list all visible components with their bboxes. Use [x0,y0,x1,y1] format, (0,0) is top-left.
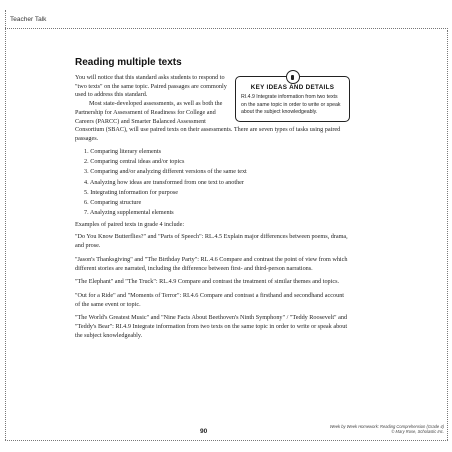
list-item: 2. Comparing central ideas and/or topics [84,157,185,165]
footer-dotted-rule [5,440,448,441]
list-item: 4. Analyzing how ideas are transformed from one text to another [84,178,244,186]
header-label: Teacher Talk [10,16,47,23]
list-item: 7. Analyzing supplemental elements [84,209,174,217]
list-item: 5. Integrating information for purpose [84,188,178,196]
list-item: 6. Comparing structure [84,199,142,207]
intro-paragraph-2: Most state-developed assessments, as well as both the Partnership for Assessment of Readiness for College and Careers (PARCC) and Smarter Balanced Assessment Consortium (SBAC), will use paired texts on their assessments. There are seven types of tasks using paired passages. [75,100,341,142]
key-ideas-box [235,76,350,122]
intro-paragraph-1: You will notice that this standard asks students to respond to "two texts" on the same topic. Paired passages are commonly used to address this standard. [75,74,227,99]
page-title: Reading multiple texts [75,57,182,68]
credit-line-1: Week by Week Homework: Reading Comprehension (Grade 4) [329,424,444,429]
key-ideas-title: KEY IDEAS AND DETAILS [250,84,335,91]
example-paragraph: "Do You Know Butterflies?" and "Parts of Speech": RL.4.5 Explain major differences between poems, drama, and prose. [75,233,348,250]
key-ideas-text: RI.4.9 Integrate information from two texts on the same topic in order to write or speak about the subject knowledgeably. [241,94,341,116]
example-paragraph: "The Elephant" and "The Truck": RL.4.9 Compare and contrast the treatment of similar themes and topics. [75,278,340,286]
page-number: 90 [200,428,208,435]
list-item: 3. Comparing and/or analyzing different versions of the same text [84,168,247,176]
example-paragraph: "Jason's Thanksgiving" and "The Birthday Party": RL.4.6 Compare and contrast the point of view from which different stories are narrated, including the difference between first- and third-person narrations. [75,255,348,272]
example-paragraph: "Out for a Ride" and "Moments of Terror": RI.4.6 Compare and contrast a firsthand and secondhand account of the same event or topic. [75,291,345,308]
header-dotted-rule [5,28,448,29]
key-icon [286,70,300,84]
credit-line-2: © Mary Rose, Scholastic Inc. [391,429,444,435]
credit-line [330,424,444,435]
task-list [75,147,350,219]
right-dotted-rule [447,30,448,440]
left-dotted-rule [5,10,6,440]
main-content [75,57,350,345]
example-paragraph: "The World's Greatest Music" and "Nine Facts About Beethoven's Ninth Symphony" / "Teddy Roosevelt" and "Teddy's Bear": RI.4.9 Integrate information from two texts on the same topic in order to write or speak about the subject knowledgeably. [75,314,348,339]
list-item: 1. Comparing literary elements [84,147,161,155]
examples-intro: Examples of paired texts in grade 4 include: [75,220,185,228]
